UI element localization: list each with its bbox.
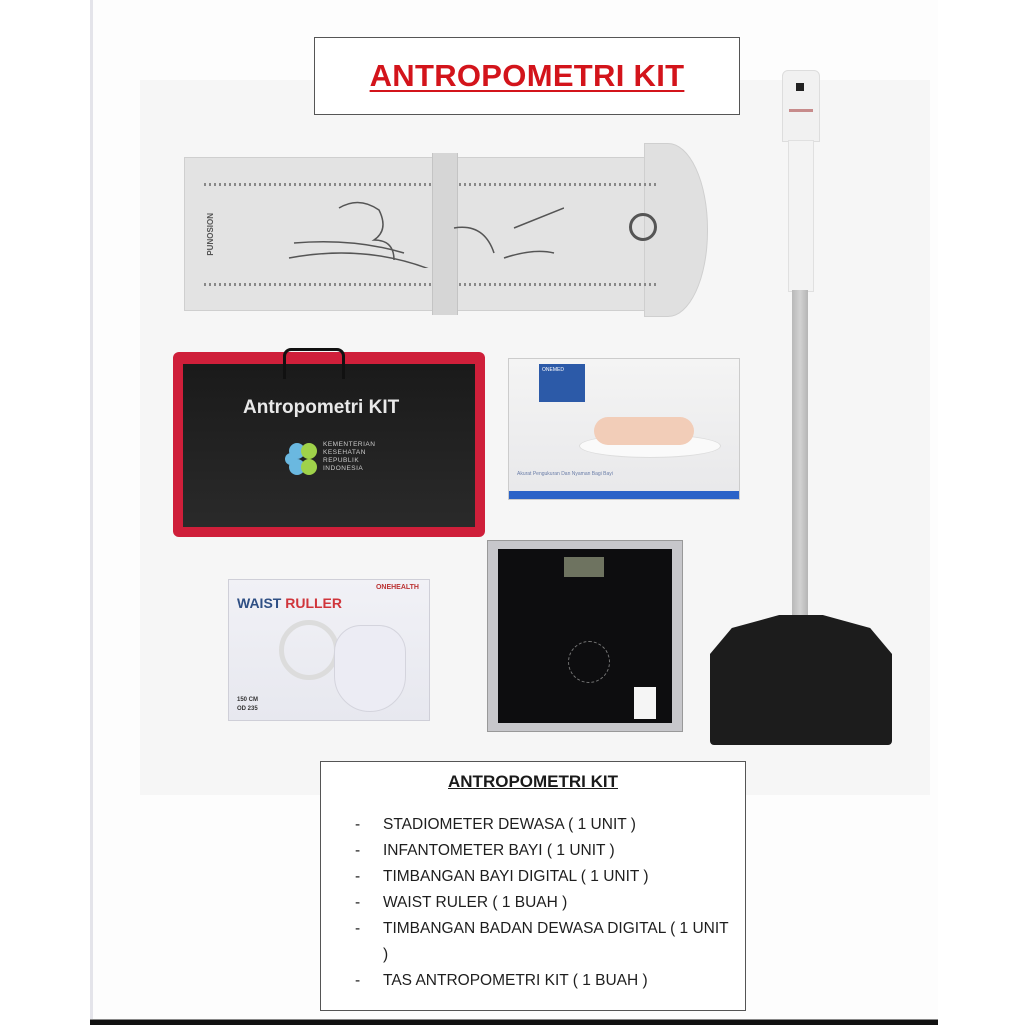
baby-figure (594, 417, 694, 445)
kit-list-title: ANTROPOMETRI KIT (448, 772, 618, 791)
kit-contents-box (320, 761, 746, 1011)
baby-scale-brand-label: ONEMED (539, 364, 585, 402)
kit-bag-image (173, 352, 485, 537)
waist-ruler-brand: ONEHEALTH (375, 584, 419, 591)
scale-glass-top (498, 549, 672, 723)
baby-outline-icon (284, 198, 564, 268)
scale-lcd-display (564, 557, 604, 577)
infantometer-image (184, 143, 704, 315)
list-item: - WAIST RULER ( 1 BUAH ) (355, 894, 568, 911)
waist-ruler-spec: 150 CM OD 235 (237, 697, 259, 712)
list-item: - INFANTOMETER BAYI ( 1 UNIT ) (355, 842, 615, 859)
page-title: ANTROPOMETRI KIT (369, 58, 685, 93)
stadiometer-image (710, 70, 895, 745)
bag-handle (283, 348, 345, 379)
digital-scale-image (487, 540, 683, 732)
ministry-text: KEMENTERIAN KESEHATAN REPUBLIK INDONESIA (323, 441, 376, 472)
infantometer-brand: PUNOSION (206, 213, 215, 256)
baby-scale-caption: Akurat Pengukuran Dan Nyaman Bagi Bayi (517, 471, 613, 477)
list-item: - TIMBANGAN BADAN DEWASA DIGITAL ( 1 UNIT ) (355, 920, 729, 963)
box-blue-stripe (509, 491, 739, 499)
kit-list (355, 812, 730, 994)
baby-scale-box-image (508, 358, 740, 500)
stadiometer-pole-upper (788, 140, 814, 292)
stadiometer-pole (792, 290, 808, 620)
title-banner (314, 37, 740, 115)
stadiometer-base (710, 615, 892, 745)
measuring-tape-icon (279, 620, 339, 680)
waist-ruler-box-image (228, 579, 430, 721)
list-item: - STADIOMETER DEWASA ( 1 UNIT ) (355, 816, 636, 833)
bag-title: Antropometri KIT (243, 397, 400, 418)
stadiometer-head (782, 70, 820, 142)
bottom-bar (90, 1019, 938, 1025)
scale-tag (634, 687, 656, 719)
infantometer-ring (629, 213, 657, 241)
list-item: - TIMBANGAN BAYI DIGITAL ( 1 UNIT ) (355, 868, 649, 885)
scale-star-pattern (568, 641, 610, 683)
list-item: - TAS ANTROPOMETRI KIT ( 1 BUAH ) (355, 972, 648, 989)
tape-device (334, 625, 406, 712)
waist-ruler-title: WAIST RULLER (237, 595, 343, 611)
ministry-logo-icon (283, 439, 323, 479)
